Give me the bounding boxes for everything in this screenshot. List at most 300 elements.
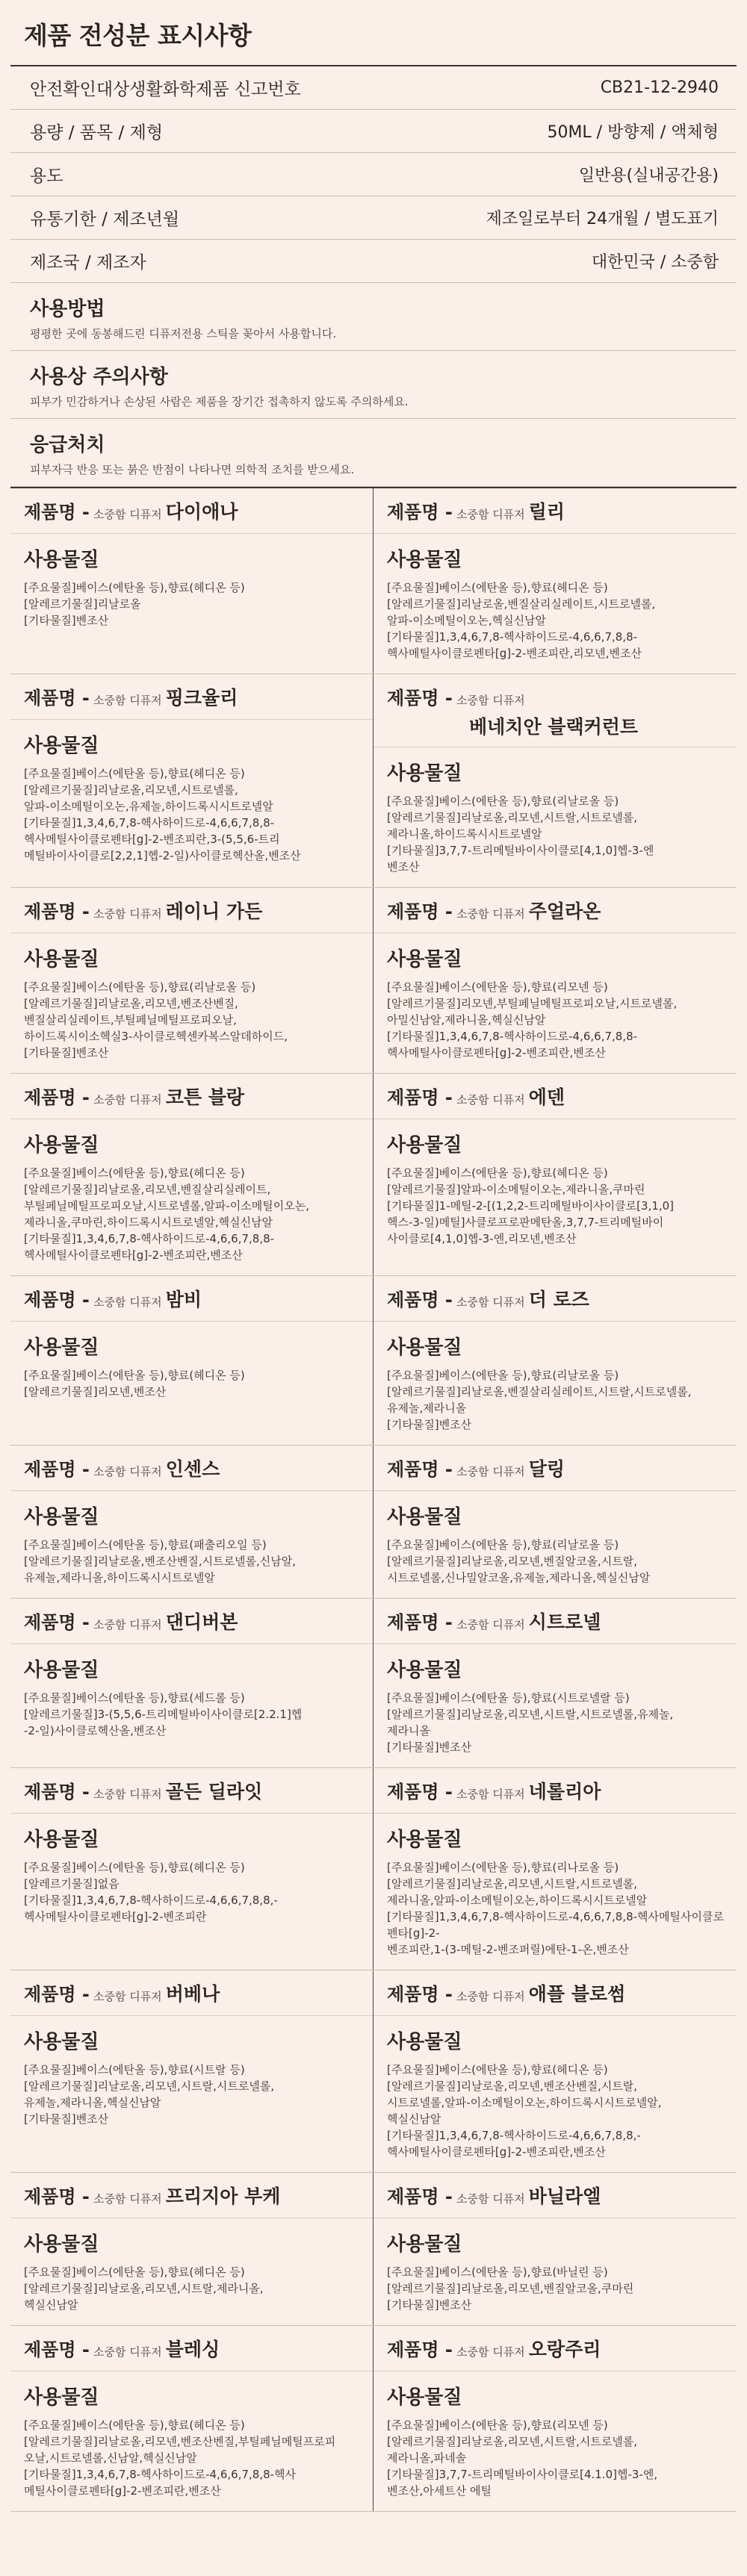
info-label: 용도: [30, 167, 63, 186]
ingredient-list: [24, 1165, 361, 1263]
ingredients-block: [10, 1814, 373, 1937]
ingredient-line: [기타물질]벤조산: [24, 614, 109, 627]
usage-heading: 사용물질: [24, 2386, 99, 2409]
product-cell: [10, 488, 374, 673]
ingredient-line: [주요물질]베이스(에탄올 등),향료(시트로넬랄 등): [387, 1691, 630, 1705]
section-body: 피부자극 반응 또는 붉은 반점이 나타나면 의학적 조치를 받으세요.: [30, 463, 355, 476]
ingredient-line: 제라니올,파네솔: [387, 2451, 467, 2465]
product-name-label: 제품명 -: [24, 1459, 90, 1480]
product-name-label: 제품명 -: [387, 901, 453, 922]
product-name-label: 제품명 -: [387, 2339, 453, 2360]
product-cell: [10, 1970, 374, 2172]
ingredient-line: [주요물질]베이스(에탄올 등),향료(헤디온 등): [24, 581, 245, 594]
ingredient-line: 벤조피란,1-(3-메틸-2-벤조퍼릴)에탄-1-온,벤조산: [387, 1943, 629, 1956]
ingredient-line: [알레르기물질]3-(5,5,6-트리메틸바이사이클로[2.2.1]헵: [24, 1708, 303, 1721]
product-name-bar: [374, 2173, 737, 2218]
product-name-bar: [10, 1276, 373, 1322]
ingredients-block: [10, 933, 373, 1073]
usage-heading: 사용물질: [24, 1134, 99, 1157]
ingredient-line: [주요물질]베이스(에탄올 등),향료(헤디온 등): [387, 1166, 608, 1180]
product-line-label: 소중함 디퓨저: [456, 1093, 525, 1107]
info-value: CB21-12-2940: [600, 78, 719, 97]
ingredient-line: [알레르기물질]알파-이소메틸이오논,제라니올,쿠마린: [387, 1183, 645, 1196]
ingredient-line: 제라니올,하이드록시시트로넬알: [387, 827, 542, 841]
ingredient-line: 유제놀,제라니올: [387, 1401, 467, 1415]
usage-heading: 사용물질: [24, 2031, 99, 2053]
ingredient-line: -2-일)사이클로헥산올,벤조산: [24, 1724, 167, 1737]
ingredient-line: [기타물질]1-메틸-2-[(1,2,2-트리메틸바이사이클로[3,1,0]: [387, 1199, 675, 1213]
ingredient-list: [24, 1537, 361, 1586]
info-table: [10, 66, 737, 283]
info-label: 안전확인대상생활화학제품 신고번호: [30, 80, 301, 99]
info-row: [10, 110, 737, 153]
ingredients-block: [374, 1119, 737, 1259]
ingredient-line: [알레르기물질]리날로올,리모넨,벤조산벤질,시트랄,: [387, 2079, 638, 2093]
usage-heading: 사용물질: [24, 1506, 99, 1528]
ingredient-line: [주요물질]베이스(에탄올 등),향료(리날로올 등): [387, 1538, 619, 1552]
product-name: 핑크율리: [165, 687, 238, 709]
product-name-label: 제품명 -: [24, 502, 90, 523]
product-name-bar: [10, 1446, 373, 1491]
product-name-bar: [10, 674, 373, 720]
ingredients-block: [374, 1814, 737, 1970]
ingredient-line: [알레르기물질]리날로올,리모넨,벤조산벤질,부틸페닐메틸프로피: [24, 2435, 336, 2448]
product-cell: [10, 1599, 374, 1767]
ingredient-line: [알레르기물질]리날로올,리모넨,벤질알코올,시트랄,: [387, 1555, 638, 1568]
ingredient-line: [주요물질]베이스(에탄올 등),향료(세드롤 등): [24, 1691, 245, 1705]
product-line-label: 소중함 디퓨저: [93, 694, 162, 707]
ingredient-line: [주요물질]베이스(에탄올 등),향료(리나로올 등): [387, 1861, 619, 1874]
ingredient-line: [기타물질]벤조산: [24, 1046, 109, 1060]
ingredient-line: [기타물질]벤조산: [387, 1740, 472, 1754]
product-name-label: 제품명 -: [24, 2186, 90, 2207]
ingredient-list: [387, 1690, 725, 1755]
product-line-label: 소중함 디퓨저: [93, 1788, 162, 1801]
ingredient-line: 벤조산,아세트산 에틸: [387, 2484, 492, 2498]
product-name: 더 로즈: [528, 1289, 589, 1310]
product-name: 다이애나: [165, 501, 238, 523]
usage-heading: 사용물질: [24, 2233, 99, 2256]
ingredient-line: 시트로넬롤,알파-이소메틸이오논,하이드록시시트로넬알,: [387, 2096, 662, 2109]
product-line-label: 소중함 디퓨저: [456, 2192, 525, 2206]
ingredient-line: [기타물질]벤조산: [387, 1418, 472, 1431]
product-name-label: 제품명 -: [387, 1289, 453, 1310]
ingredient-line: [기타물질]3,7,7-트리메틸바이사이클로[4.1.0]헵-3-엔,: [387, 2468, 658, 2481]
product-name: 프리지아 부케: [165, 2185, 281, 2207]
section-heading: 사용방법: [30, 298, 105, 320]
ingredient-list: [24, 1690, 361, 1739]
ingredient-line: 메틸사이클로펜타[g]-2-벤조피란,벤조산: [24, 2484, 221, 2498]
product-line-label: 소중함 디퓨저: [93, 1295, 162, 1309]
product-name: 골든 딜라잇: [165, 1781, 263, 1802]
ingredient-list: [387, 1859, 725, 1958]
product-name-label: 제품명 -: [387, 1612, 453, 1633]
ingredient-line: [알레르기물질]리날로올,리모넨,시트랄,시트로넬롤,유제놀,: [387, 1708, 674, 1721]
ingredient-line: 헥사메틸사이클로펜타[g]-2-벤조피란,벤조산: [387, 2145, 606, 2159]
ingredient-line: 유제놀,제라니올,하이드록시시트로넬알: [24, 1571, 215, 1584]
product-name: 댄디버본: [165, 1611, 238, 1633]
section-heading: 응급처치: [30, 434, 105, 456]
ingredient-line: [알레르기물질]리날로올,벤질살리실레이트,시트랄,시트로넬롤,: [387, 1385, 692, 1399]
product-row: [10, 2173, 737, 2326]
product-row: [10, 888, 737, 1074]
ingredient-line: 알파-이소메틸이오논,유제놀,하이드록시시트로넬알: [24, 800, 273, 813]
product-name: 밤비: [165, 1289, 202, 1310]
product-line-label: 소중함 디퓨저: [93, 1990, 162, 2003]
ingredient-list: [24, 1367, 361, 1400]
ingredients-block: [10, 1119, 373, 1275]
usage-sections: [10, 283, 737, 487]
ingredient-line: 헥실신남알: [387, 2112, 441, 2126]
product-name-bar: [10, 1074, 373, 1119]
product-name-label: 제품명 -: [24, 1782, 90, 1802]
product-line-label: 소중함 디퓨저: [93, 1093, 162, 1107]
product-cell: [374, 674, 737, 887]
product-row: [10, 488, 737, 674]
product-name-label: 제품명 -: [387, 1984, 453, 2005]
ingredient-line: [알레르기물질]리날로올,리모넨,벤질살리실레이트,: [24, 1183, 271, 1196]
product-row: [10, 1074, 737, 1276]
ingredient-line: 제라니올,쿠마린,하이드록시시트로넬알,헥실신남알: [24, 1216, 273, 1229]
usage-heading: 사용물질: [387, 1337, 462, 1359]
product-cell: [374, 1599, 737, 1767]
ingredient-line: [주요물질]베이스(에탄올 등),향료(헤디온 등): [24, 1369, 245, 1382]
product-cell: [10, 1276, 374, 1445]
ingredients-block: [374, 534, 737, 673]
ingredient-line: [알레르기물질]리날로올,리모넨,시트랄,시트로넬롤,: [387, 811, 638, 824]
section-body: 피부가 민감하거나 손상된 사람은 제품을 장기간 접촉하지 않도록 주의하세요.: [30, 395, 409, 408]
product-name: 코튼 블랑: [165, 1086, 245, 1108]
product-name: 인센스: [165, 1458, 220, 1480]
ingredient-list: [387, 1367, 725, 1433]
ingredient-list: [387, 2417, 725, 2499]
ingredient-line: [주요물질]베이스(에탄올 등),향료(시트랄 등): [24, 2063, 245, 2076]
ingredients-block: [10, 1491, 373, 1598]
ingredient-line: [주요물질]베이스(에탄올 등),향료(헤디온 등): [387, 581, 608, 594]
ingredient-line: 헥사메틸사이클로펜타[g]-2-벤조피란: [24, 1910, 207, 1923]
product-name-bar: [374, 1276, 737, 1322]
product-name: 애플 블로썸: [528, 1983, 626, 2005]
product-cell: [10, 1074, 374, 1275]
info-value: 제조일로부터 24개월 / 별도표기: [486, 210, 719, 228]
ingredient-line: [주요물질]베이스(에탄올 등),향료(헤디온 등): [387, 2063, 608, 2076]
info-label: 제조국 / 제조자: [30, 253, 146, 273]
product-name: 주얼라온: [528, 900, 601, 922]
product-row: [10, 1970, 737, 2173]
ingredients-block: [374, 1644, 737, 1767]
product-line-label: 소중함 디퓨저: [456, 2345, 525, 2359]
product-line-label: 소중함 디퓨저: [456, 1465, 525, 1478]
product-line-label: 소중함 디퓨저: [456, 1618, 525, 1631]
ingredient-line: 유제놀,제라니올,헥실신남알: [24, 2096, 161, 2109]
product-name-bar: [374, 1074, 737, 1119]
product-name: 블레싱: [165, 2339, 220, 2360]
product-name: 베네치안 블랙커런트: [469, 716, 639, 738]
usage-heading: 사용물질: [387, 1506, 462, 1528]
ingredients-block: [10, 2218, 373, 2325]
ingredient-line: [알레르기물질]리날로올,리모넨,시트랄,시트로넬롤,: [387, 2435, 638, 2448]
info-row: [10, 196, 737, 240]
usage-heading: 사용물질: [24, 549, 99, 571]
product-cell: [374, 1970, 737, 2172]
ingredient-list: [24, 979, 361, 1061]
product-line-label: 소중함 디퓨저: [93, 1465, 162, 1478]
product-name-bar: [10, 888, 373, 933]
product-name: 에덴: [528, 1086, 565, 1108]
product-grid: [10, 487, 737, 2512]
ingredient-line: 제라니올: [387, 1724, 430, 1737]
product-row: [10, 1599, 737, 1768]
usage-heading: 사용물질: [387, 2233, 462, 2256]
product-name: 릴리: [528, 501, 565, 523]
ingredient-list: [387, 979, 725, 1061]
product-name-bar: [374, 488, 737, 534]
product-cell: [10, 674, 374, 887]
ingredient-list: [24, 765, 361, 864]
product-cell: [374, 1276, 737, 1445]
ingredient-line: 메틸바이사이클로[2,2,1]헵-2-일)사이클로헥산올,벤조산: [24, 849, 301, 862]
info-value: 일반용(실내공간용): [578, 167, 719, 185]
section-body: 평평한 곳에 동봉해드린 디퓨저전용 스틱을 꽂아서 사용합니다.: [30, 327, 337, 340]
product-row: [10, 1446, 737, 1599]
product-name: 네롤리아: [528, 1781, 601, 1802]
product-cell: [10, 888, 374, 1073]
product-name-bar: [374, 674, 737, 747]
ingredient-line: 헥사메틸사이클로펜타[g]-2-벤조피란,3-(5,5,6-트리: [24, 833, 280, 846]
product-line-label: 소중함 디퓨저: [456, 907, 525, 921]
product-cell: [374, 2326, 737, 2511]
product-name-bar: [10, 2326, 373, 2371]
ingredient-line: [알레르기물질]리날로올,리모넨,시트로넬롤,: [24, 783, 238, 797]
ingredients-block: [374, 1491, 737, 1598]
info-value: 대한민국 / 소중함: [591, 253, 719, 272]
info-label: 용량 / 품목 / 제형: [30, 123, 164, 143]
product-line-label: 소중함 디퓨저: [93, 2345, 162, 2359]
product-line-label: 소중함 디퓨저: [93, 2192, 162, 2206]
ingredients-block: [374, 1322, 737, 1445]
ingredient-line: 하이드록시이소헥실3-사이클로헥센카복스알데하이드,: [24, 1030, 288, 1043]
product-name: 오랑주리: [528, 2339, 601, 2360]
ingredient-list: [387, 2062, 725, 2160]
ingredient-line: [기타물질]벤조산: [24, 2112, 109, 2126]
usage-heading: 사용물질: [24, 1829, 99, 1851]
usage-heading: 사용물질: [387, 2386, 462, 2409]
ingredients-block: [10, 534, 373, 641]
info-section: [10, 283, 737, 351]
product-line-label: 소중함 디퓨저: [456, 1788, 525, 1801]
product-name-bar: [10, 1599, 373, 1644]
ingredient-line: [알레르기물질]리날로올: [24, 597, 141, 611]
ingredient-line: 시트로넬롤,신나밀알코올,유제놀,제라니올,헥실신남알: [387, 1571, 651, 1584]
usage-heading: 사용물질: [387, 762, 462, 785]
info-section: [10, 419, 737, 487]
ingredient-line: [주요물질]베이스(에탄올 등),향료(헤디온 등): [24, 2265, 245, 2279]
product-name-label: 제품명 -: [387, 2186, 453, 2207]
product-name-label: 제품명 -: [387, 1782, 453, 1802]
product-name-bar: [374, 1446, 737, 1491]
ingredient-line: 아밀신남알,제라니올,헥실신남알: [387, 1013, 546, 1027]
product-row: [10, 674, 737, 888]
ingredient-line: 오날,시트로넬롤,신남알,헥실신남알: [24, 2451, 197, 2465]
ingredient-line: 제라니올,알파-이소메틸이오논,하이드록시시트로넬알: [387, 1894, 648, 1907]
ingredient-line: 헥사메틸사이클로펜타[g]-2-벤조피란,리모넨,벤조산: [387, 647, 642, 660]
product-name-label: 제품명 -: [24, 901, 90, 922]
usage-heading: 사용물질: [24, 1337, 99, 1359]
product-name-label: 제품명 -: [24, 1087, 90, 1108]
product-cell: [374, 488, 737, 673]
ingredient-line: [기타물질]1,3,4,6,7,8-헥사하이드로-4,6,6,7,8,8-헥사: [24, 2468, 297, 2481]
ingredient-line: [알레르기물질]리모넨,부틸페닐메틸프로피오날,시트로넬롤,: [387, 997, 678, 1010]
product-name: 바닐라엘: [528, 2185, 601, 2207]
ingredient-line: 헥실신남알: [24, 2298, 78, 2312]
product-name-label: 제품명 -: [387, 688, 453, 709]
usage-heading: 사용물질: [387, 1829, 462, 1851]
ingredient-line: [알레르기물질]리날로올,리모넨,벤질알코올,쿠마린: [387, 2282, 634, 2295]
product-name: 버베나: [165, 1983, 220, 2005]
product-cell: [374, 2173, 737, 2325]
ingredient-line: [기타물질]1,3,4,6,7,8-헥사하이드로-4,6,6,7,8,8-: [387, 630, 638, 644]
product-name-bar: [374, 1970, 737, 2016]
ingredient-line: [주요물질]베이스(에탄올 등),향료(리모넨 등): [387, 2418, 608, 2432]
product-name: 달링: [528, 1458, 565, 1480]
product-cell: [374, 888, 737, 1073]
ingredient-line: [기타물질]벤조산: [387, 2298, 472, 2312]
product-row: [10, 1768, 737, 1970]
product-name-label: 제품명 -: [387, 1087, 453, 1108]
ingredient-line: [기타물질]1,3,4,6,7,8-헥사하이드로-4,6,6,7,8,8-헥사메틸사이클로펜타[g]-2-: [387, 1910, 724, 1940]
ingredients-block: [374, 2371, 737, 2511]
product-name-bar: [10, 1768, 373, 1814]
ingredient-line: [기타물질]3,7,7-트리메틸바이사이클로[4,1,0]헵-3-엔: [387, 844, 654, 857]
product-cell: [374, 1768, 737, 1970]
ingredient-line: [주요물질]베이스(에탄올 등),향료(헤디온 등): [24, 1166, 245, 1180]
usage-heading: 사용물질: [387, 948, 462, 971]
ingredient-line: [알레르기물질]리모넨,벤조산: [24, 1385, 167, 1399]
product-row: [10, 2326, 737, 2512]
ingredient-line: [알레르기물질]리날로올,벤조산벤질,시트로넬롤,신남알,: [24, 1555, 297, 1568]
ingredient-line: [기타물질]1,3,4,6,7,8-헥사하이드로-4,6,6,7,8,8,-: [24, 1894, 278, 1907]
product-name-label: 제품명 -: [24, 1984, 90, 2005]
product-name-label: 제품명 -: [24, 1612, 90, 1633]
product-name-bar: [10, 1970, 373, 2016]
info-row: [10, 240, 737, 283]
ingredients-block: [10, 1644, 373, 1751]
usage-heading: 사용물질: [387, 2031, 462, 2053]
ingredient-list: [24, 579, 361, 629]
info-value: 50ML / 방향제 / 액체형: [547, 123, 719, 142]
product-name-label: 제품명 -: [24, 1289, 90, 1310]
ingredient-list: [24, 1859, 361, 1925]
product-name-label: 제품명 -: [387, 1459, 453, 1480]
usage-heading: 사용물질: [387, 549, 462, 571]
ingredients-block: [374, 747, 737, 887]
ingredient-line: [알레르기물질]리날로올,벤질살리실레이트,시트로넬롤,: [387, 597, 656, 611]
ingredient-list: [387, 1537, 725, 1586]
usage-heading: 사용물질: [24, 735, 99, 757]
ingredient-line: [주요물질]베이스(에탄올 등),향료(헤디온 등): [24, 2418, 245, 2432]
ingredient-line: 헥사메틸사이클로펜타[g]-2-벤조피란,벤조산: [387, 1046, 606, 1060]
ingredients-block: [10, 2371, 373, 2511]
ingredient-line: [주요물질]베이스(에탄올 등),향료(헤디온 등): [24, 1861, 245, 1874]
product-name-label: 제품명 -: [24, 2339, 90, 2360]
ingredient-line: [주요물질]베이스(에탄올 등),향료(바닐린 등): [387, 2265, 608, 2279]
ingredient-line: [주요물질]베이스(에탄올 등),향료(리모넨 등): [387, 980, 608, 994]
usage-heading: 사용물질: [387, 1659, 462, 1681]
usage-heading: 사용물질: [24, 948, 99, 971]
ingredient-list: [24, 2062, 361, 2127]
ingredient-list: [24, 2264, 361, 2313]
ingredient-line: 사이클로[4,1,0]헵-3-엔,리모넨,벤조산: [387, 1232, 577, 1245]
product-name-bar: [374, 1768, 737, 1814]
product-cell: [10, 2173, 374, 2325]
ingredient-list: [387, 1165, 725, 1247]
ingredient-line: [주요물질]베이스(에탄올 등),향료(패출리오일 등): [24, 1538, 267, 1552]
product-name: 레이니 가든: [165, 900, 263, 922]
ingredients-block: [374, 2218, 737, 2325]
product-cell: [10, 2326, 374, 2511]
ingredient-line: [기타물질]1,3,4,6,7,8-헥사하이드로-4,6,6,7,8,8-: [24, 816, 275, 830]
product-line-label: 소중함 디퓨저: [456, 508, 525, 521]
ingredient-line: [기타물질]1,3,4,6,7,8-헥사하이드로-4,6,6,7,8,8,-: [387, 2129, 641, 2142]
ingredient-line: [기타물질]1,3,4,6,7,8-헥사하이드로-4,6,6,7,8,8-: [387, 1030, 638, 1043]
ingredient-list: [387, 579, 725, 662]
product-name-bar: [10, 488, 373, 534]
ingredient-line: [알레르기물질]없음: [24, 1877, 120, 1891]
ingredient-line: 벤조산: [387, 860, 420, 874]
product-line-label: 소중함 디퓨저: [93, 907, 162, 921]
ingredient-line: [주요물질]베이스(에탄올 등),향료(리날로올 등): [24, 980, 256, 994]
product-name-label: 제품명 -: [387, 502, 453, 523]
usage-heading: 사용물질: [387, 1134, 462, 1157]
product-line-label: 소중함 디퓨저: [93, 1618, 162, 1631]
product-cell: [10, 1768, 374, 1970]
ingredients-block: [10, 720, 373, 876]
ingredients-block: [374, 933, 737, 1073]
info-row: [10, 66, 737, 110]
section-heading: 사용상 주의사항: [30, 366, 168, 388]
product-name-bar: [374, 2326, 737, 2371]
ingredient-line: [알레르기물질]리날로올,리모넨,시트랄,제라니올,: [24, 2282, 264, 2295]
product-name-label: 제품명 -: [24, 688, 90, 709]
product-row: [10, 1276, 737, 1446]
page-title: 제품 전성분 표시사항: [24, 21, 252, 50]
ingredient-line: 헥사메틸사이클로펜타[g]-2-벤조피란,벤조산: [24, 1248, 243, 1262]
product-line-label: 소중함 디퓨저: [456, 1295, 525, 1309]
info-section: [10, 351, 737, 419]
ingredient-line: [기타물질]1,3,4,6,7,8-헥사하이드로-4,6,6,7,8,8-: [24, 1232, 275, 1245]
ingredients-block: [374, 2016, 737, 2172]
ingredient-line: 부틸페닐메틸프로피오날,시트로넬롤,알파-이소메틸이오논,: [24, 1199, 309, 1213]
product-line-label: 소중함 디퓨저: [93, 508, 162, 521]
ingredients-block: [10, 1322, 373, 1412]
ingredient-line: [알레르기물질]리날로올,리모넨,벤조산벤질,: [24, 997, 238, 1010]
ingredient-list: [387, 793, 725, 875]
ingredient-list: [24, 2417, 361, 2499]
product-cell: [374, 1446, 737, 1598]
product-cell: [10, 1446, 374, 1598]
ingredient-line: 벤질살리실레이트,부틸페닐메틸프로피오날,: [24, 1013, 237, 1027]
product-cell: [374, 1074, 737, 1275]
ingredient-line: 헥스-3-일)메틸]사클로프로판메탄올,3,7,7-트리메틸바이: [387, 1216, 664, 1229]
product-name-bar: [10, 2173, 373, 2218]
usage-heading: 사용물질: [24, 1659, 99, 1681]
ingredient-line: [주요물질]베이스(에탄올 등),향료(리날로올 등): [387, 794, 619, 808]
info-row: [10, 153, 737, 196]
ingredient-line: [알레르기물질]리날로올,리모넨,시트랄,시트로넬롤,: [24, 2079, 275, 2093]
product-name-bar: [374, 1599, 737, 1644]
product-name-bar: [374, 888, 737, 933]
product-line-label: 소중함 디퓨저: [456, 1990, 525, 2003]
